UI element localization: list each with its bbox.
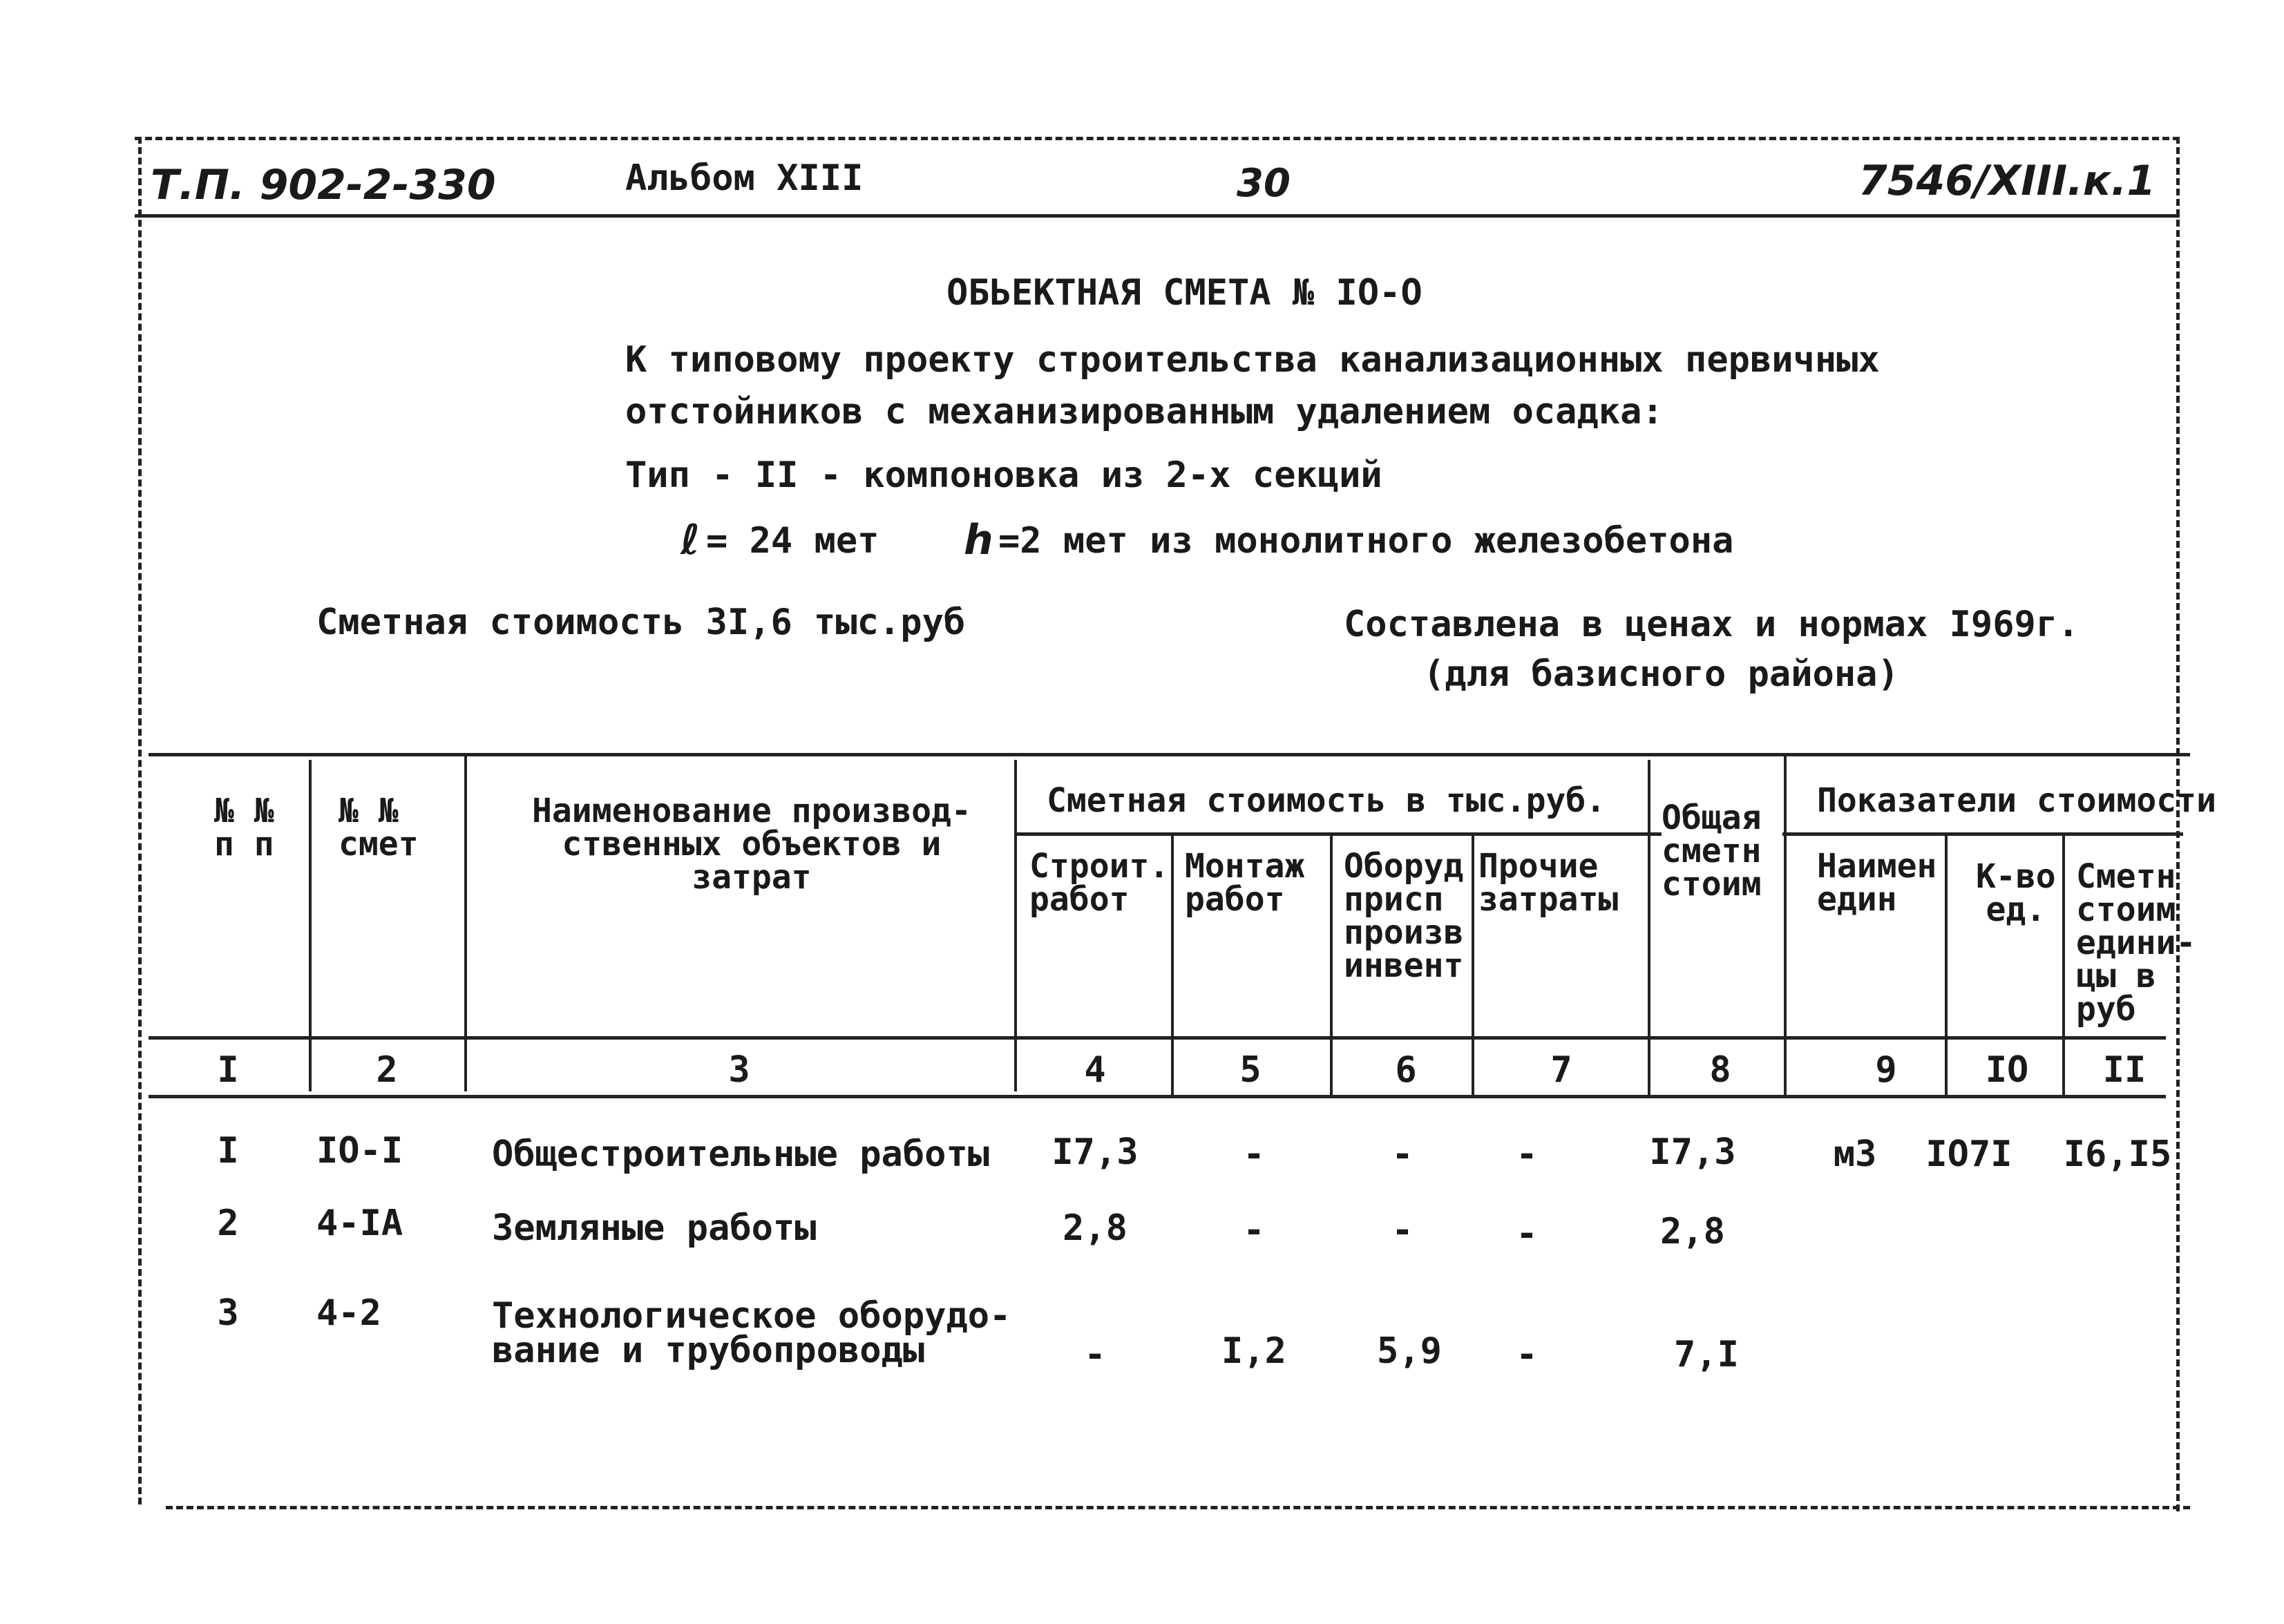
header-mounting: Монтаж работ — [1185, 847, 1305, 919]
album-label: Альбом XIII — [625, 157, 864, 199]
row-number: I — [217, 1130, 239, 1172]
header-quantity: К-во ед. — [1976, 857, 2056, 929]
prices-note-line-2: (для базисного района) — [1423, 653, 1899, 695]
column-number-8: 8 — [1709, 1049, 1731, 1091]
row-equipment: - — [1391, 1134, 1414, 1175]
row-equipment: 5,9 — [1377, 1330, 1442, 1372]
row-number: 3 — [217, 1292, 239, 1334]
header-unit-cost: Сметн стоим едини- цы в руб — [2076, 857, 2196, 1029]
subtitle-line-2: отстойников с механизированным удалением осадка: — [625, 391, 1664, 432]
col-sep-3 — [1014, 760, 1017, 1091]
row-name: Общестроительные работы — [492, 1134, 990, 1175]
column-numbers-bottom-border — [149, 1095, 2166, 1098]
row-equipment: - — [1391, 1210, 1414, 1251]
header-estimate-number: № № смет — [339, 792, 419, 863]
header-total: Общая сметн стоим — [1662, 799, 1762, 904]
row-name: Технологическое оборудо- вание и трубопроводы — [492, 1295, 1011, 1371]
table-top-border — [149, 753, 2190, 756]
row-mounting: I,2 — [1221, 1330, 1286, 1372]
param-h-value: =2 мет из монолитного железобетона — [998, 520, 1734, 562]
row-construction: 2,8 — [1063, 1207, 1127, 1249]
row-other: - — [1516, 1334, 1538, 1375]
header-object-name: Наименование производ- ственных объектов и затрат — [532, 792, 971, 897]
row-construction: I7,3 — [1051, 1131, 1139, 1173]
header-row-number: № № п п — [214, 792, 274, 863]
header-other: Прочие затраты — [1478, 847, 1619, 919]
column-number-10: IO — [1985, 1049, 2029, 1091]
col-sep-10 — [2062, 836, 2065, 1095]
header-construction: Строит. работ — [1029, 847, 1170, 919]
frame-bottom — [166, 1506, 2190, 1509]
row-construction: - — [1084, 1334, 1106, 1375]
row-mounting: - — [1243, 1210, 1265, 1251]
row-estimate: IO-I — [316, 1130, 403, 1172]
col-sep-7 — [1648, 760, 1650, 1095]
page-number: 30 — [1237, 161, 1291, 206]
col-sep-4 — [1171, 836, 1174, 1095]
estimated-cost: Сметная стоимость 3I,6 тыс.руб — [316, 602, 966, 643]
column-number-5: 5 — [1239, 1049, 1262, 1091]
header-unit-name: Наимен един — [1817, 847, 1937, 919]
column-number-6: 6 — [1395, 1049, 1417, 1091]
indicators-group-divider — [1782, 832, 2183, 836]
row-total: 7,I — [1674, 1334, 1739, 1375]
col-sep-8 — [1784, 753, 1787, 1095]
col-sep-1 — [309, 760, 312, 1091]
header-indicators-group: Показатели стоимости — [1817, 781, 2216, 820]
header-equipment: Оборуд присп произв инвент — [1344, 847, 1464, 985]
project-code: Т.П. 902-2-330 — [151, 161, 496, 209]
frame-top — [135, 137, 2180, 140]
row-quantity: IO7I — [1925, 1134, 2012, 1175]
row-total: I7,3 — [1649, 1131, 1736, 1173]
column-number-7: 7 — [1550, 1049, 1572, 1091]
column-number-11: II — [2102, 1049, 2147, 1091]
row-number: 2 — [217, 1203, 239, 1244]
row-total: 2,8 — [1660, 1211, 1725, 1252]
cost-group-divider — [1016, 832, 1662, 836]
row-estimate: 4-IA — [316, 1203, 403, 1244]
prices-note-line-1: Составлена в ценах и нормах I969г. — [1344, 604, 2080, 645]
subtitle-line-1: К типовому проекту строительства канализационных первичных — [625, 339, 1880, 381]
frame-right — [2176, 137, 2180, 1511]
row-other: - — [1516, 1213, 1538, 1254]
col-sep-5 — [1330, 836, 1333, 1095]
type-line: Тип - II - компоновка из 2-х секций — [625, 455, 1382, 496]
col-sep-6 — [1472, 836, 1474, 1095]
document-title: ОБЬЕКТНАЯ СМЕТА № IO-O — [946, 272, 1422, 314]
column-number-3: 3 — [728, 1049, 750, 1091]
col-sep-9 — [1945, 836, 1948, 1095]
column-number-9: 9 — [1875, 1049, 1897, 1091]
row-unit: м3 — [1833, 1134, 1877, 1175]
header-divider — [135, 214, 2180, 218]
column-number-2: 2 — [376, 1049, 398, 1091]
row-mounting: - — [1243, 1134, 1265, 1175]
param-h-symbol: h — [964, 516, 993, 564]
column-number-4: 4 — [1084, 1049, 1106, 1091]
param-l-symbol: ℓ — [681, 516, 701, 564]
col-sep-2 — [464, 753, 467, 1091]
header-bottom-border — [149, 1036, 2166, 1040]
row-name: Земляные работы — [492, 1207, 817, 1249]
header-cost-group: Сметная стоимость в тыс.руб. — [1047, 781, 1606, 820]
row-other: - — [1516, 1134, 1538, 1175]
column-number-1: I — [217, 1049, 239, 1091]
frame-left — [138, 137, 142, 1504]
param-l-value: = 24 мет — [706, 520, 879, 562]
row-unit-cost: I6,I5 — [2063, 1134, 2172, 1175]
inventory-number: 7546/XIII.к.1 — [1858, 157, 2156, 205]
row-estimate: 4-2 — [316, 1292, 381, 1334]
